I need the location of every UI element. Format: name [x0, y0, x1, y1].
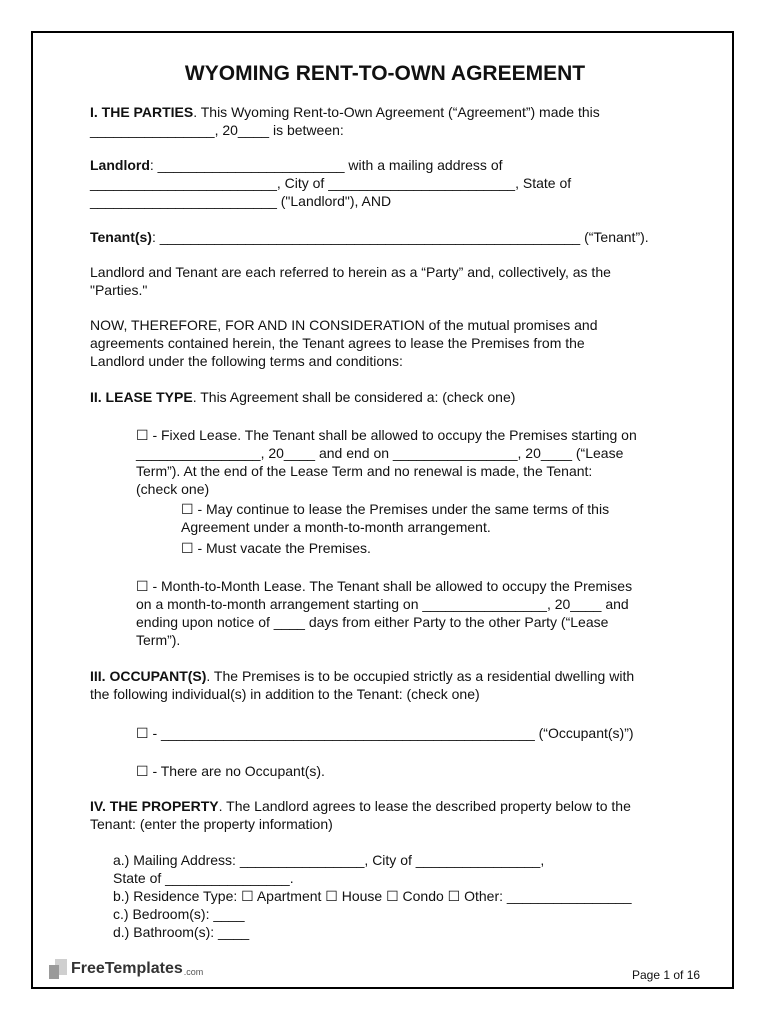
landlord-line — [90, 157, 503, 174]
body-line: agreements contained herein, the Tenant agrees to lease the Premises from the — [90, 335, 585, 351]
body-line: ________________, 20____ is between: — [90, 122, 344, 138]
body-text: . The Premises is to be occupied strictly as a residential dwelling with — [206, 668, 635, 684]
month-to-month-checkbox-line[interactable]: ☐ - Month-to-Month Lease. The Tenant shall be allowed to occupy the Premises — [136, 578, 633, 594]
body-line: Landlord under the following terms and conditions: — [90, 353, 403, 369]
field-label: Tenant(s) — [90, 229, 152, 245]
document-title: WYOMING RENT-TO-OWN AGREEMENT — [184, 62, 586, 85]
brand-suffix: .com — [183, 966, 204, 977]
body-text: . The Landlord agrees to lease the described property below to the — [218, 798, 631, 814]
fixed-lease-checkbox-line[interactable]: ☐ - Fixed Lease. The Tenant shall be allowed to occupy the Premises starting on — [136, 427, 637, 443]
page-number: Page 1 of 16 — [632, 968, 701, 982]
vacate-checkbox-line[interactable]: ☐ - Must vacate the Premises. — [181, 540, 371, 556]
body-line: Landlord and Tenant are each referred to herein as a “Party” and, collectively, as the — [90, 264, 611, 280]
footer-logo — [49, 959, 203, 979]
bedrooms-line: c.) Bedroom(s): ____ — [113, 906, 245, 922]
body-line: on a month-to-month arrangement starting on ________________, 20____ and — [136, 596, 629, 612]
body-text: . This Wyoming Rent-to-Own Agreement (“Agreement”) made this — [193, 104, 600, 120]
section-heading: I. THE PARTIES — [90, 104, 194, 120]
freetemplates-logo-icon — [49, 959, 67, 979]
section-parties-heading-line — [90, 104, 600, 121]
section-lease-type-heading-line — [90, 389, 515, 406]
section-heading: III. OCCUPANT(S) — [90, 668, 207, 684]
body-line: "Parties." — [90, 282, 148, 298]
body-line: ________________________ ("Landlord"), AND — [90, 193, 392, 209]
continue-lease-checkbox-line[interactable]: ☐ - May continue to lease the Premises under the same terms of this — [181, 501, 610, 517]
section-property-heading-line — [90, 798, 631, 815]
occupants-checkbox-line[interactable]: ☐ - ________________________________________________ (“Occupant(s)”) — [136, 725, 634, 741]
body-line: Term”). — [136, 632, 181, 648]
body-line: the following individual(s) in addition to the Tenant: (check one) — [90, 686, 480, 702]
residence-type-line[interactable]: b.) Residence Type: ☐ Apartment ☐ House ☐ Condo ☐ Other: ________________ — [113, 888, 632, 904]
body-line: Tenant: (enter the property information) — [90, 816, 333, 832]
body-line: Term”). At the end of the Lease Term and no renewal is made, the Tenant: — [136, 463, 593, 479]
brand-name: FreeTemplates — [71, 960, 183, 977]
no-occupants-checkbox-line[interactable]: ☐ - There are no Occupant(s). — [136, 763, 325, 779]
body-line: (check one) — [136, 481, 210, 497]
mailing-address-line: a.) Mailing Address: ________________, City of ________________, — [113, 852, 545, 868]
body-line: ________________________, City of ________________________, State of — [90, 175, 572, 191]
section-heading: IV. THE PROPERTY — [90, 798, 219, 814]
section-heading: II. LEASE TYPE — [90, 389, 193, 405]
body-text: : ______________________________________________________ (“Tenant”). — [151, 229, 649, 245]
section-occupants-heading-line — [90, 668, 634, 685]
body-line: Agreement under a month-to-month arrangement. — [181, 519, 491, 535]
body-text: : ________________________ with a mailing address of — [149, 157, 503, 173]
body-text: . This Agreement shall be considered a: (check one) — [192, 389, 516, 405]
bathrooms-line: d.) Bathroom(s): ____ — [113, 924, 250, 940]
body-line: NOW, THEREFORE, FOR AND IN CONSIDERATION of the mutual promises and — [90, 317, 598, 333]
body-line: ending upon notice of ____ days from either Party to the other Party (“Lease — [136, 614, 609, 630]
state-line: State of ________________. — [113, 870, 294, 886]
body-line: ________________, 20____ and end on ________________, 20____ (“Lease — [136, 445, 624, 461]
field-label: Landlord — [90, 157, 150, 173]
tenant-line — [90, 229, 649, 246]
